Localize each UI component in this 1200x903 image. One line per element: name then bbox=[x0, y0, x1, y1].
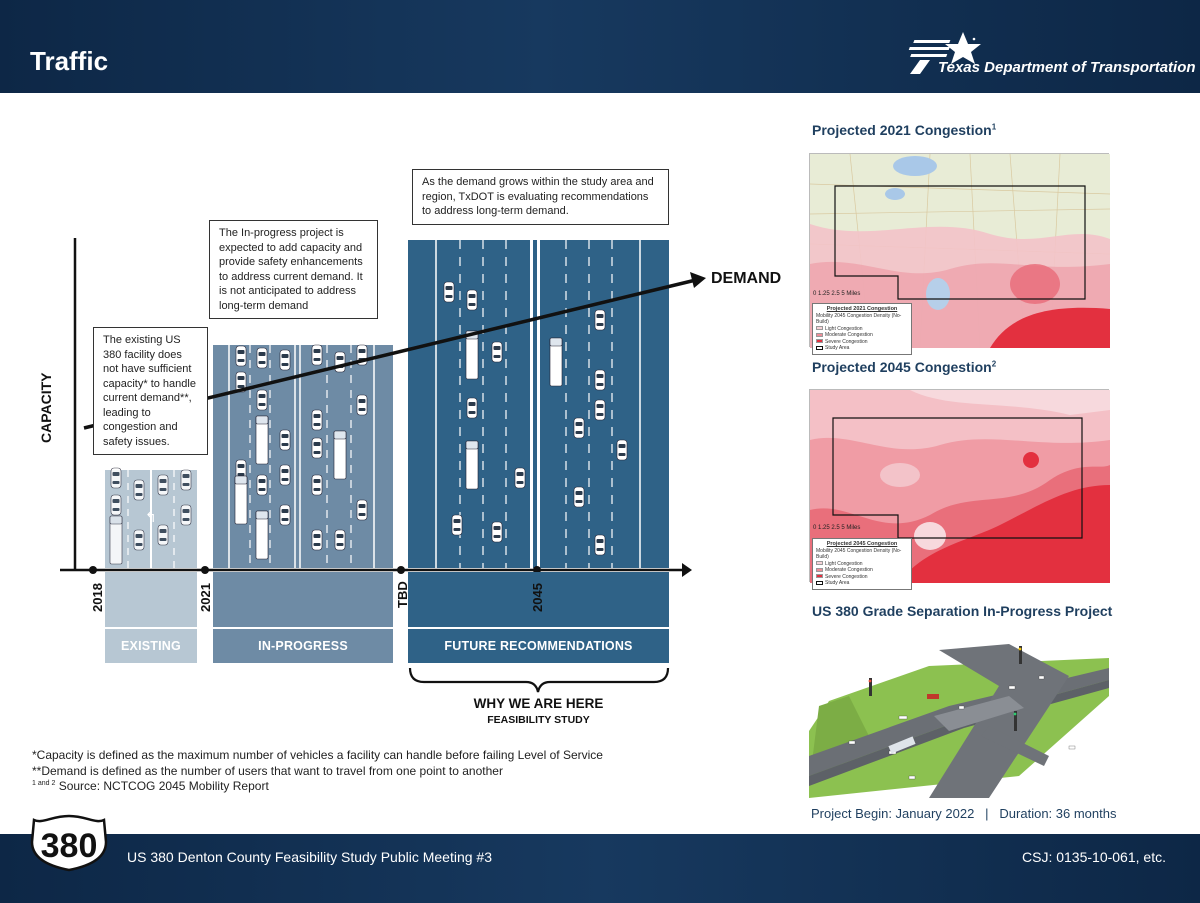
agency-name: Texas Department of Transportation bbox=[938, 59, 1196, 76]
us-380-shield-icon bbox=[28, 812, 110, 872]
why-bracket bbox=[410, 668, 668, 692]
callout-existing: The existing US 380 facility does not have sufficient capacity* to handle current demand**, leading to congestion and safety issues. bbox=[93, 327, 208, 455]
callout-future: As the demand grows within the study area and region, TxDOT is evaluating recommendations to address long-term demand. bbox=[412, 169, 669, 225]
map-2045-title: Projected 2045 Congestion$^2$ bbox=[812, 359, 997, 375]
footer-banner bbox=[0, 834, 1200, 903]
footer-csj: CSJ: 0135-10-061, etc. bbox=[1022, 849, 1166, 865]
capacity-label: CAPACITY bbox=[38, 372, 54, 443]
svg-text:↰: ↰ bbox=[145, 510, 157, 526]
footer-meeting-title: US 380 Denton County Feasibility Study Public Meeting #3 bbox=[127, 849, 492, 865]
demand-label: DEMAND bbox=[711, 270, 782, 287]
map-2021-legend: Projected 2021 Congestion Mobility 2045 Congestion Density (No-Build) Light Congestion Moderate Congestion Severe Congestion Study Area bbox=[812, 303, 912, 355]
map-2021-scale: 0 1.25 2.5 5 Miles bbox=[813, 291, 861, 297]
footnote-capacity: *Capacity is defined as the maximum number of vehicles a facility can handle before failing Level of Service bbox=[32, 748, 603, 762]
map-2045 bbox=[809, 389, 1109, 586]
map-2045-scale: 0 1.25 2.5 5 Miles bbox=[813, 525, 861, 531]
route-number: 380 bbox=[40, 827, 98, 865]
callout-in-progress: The In-progress project is expected to add capacity and provide safety enhancements to address current demand. It is not anticipated to address long-term demand bbox=[209, 220, 378, 319]
year-2021: 2021 bbox=[198, 583, 213, 612]
page-title: Traffic bbox=[30, 46, 109, 76]
project-schedule: Project Begin: January 2022 | Duration: 36 months bbox=[811, 806, 1117, 821]
map-2045-legend: Projected 2045 Congestion Mobility 2045 Congestion Density (No-Build) Light Congestion Moderate Congestion Severe Congestion Study Area bbox=[812, 538, 912, 590]
why-we-are-here-label: WHY WE ARE HERE bbox=[473, 696, 604, 711]
year-2018: 2018 bbox=[90, 583, 105, 612]
year-tbd: TBD bbox=[395, 581, 410, 608]
phase-in-progress-label: IN-PROGRESS bbox=[258, 639, 348, 653]
map-2021-title: Projected 2021 Congestion$^1$ bbox=[812, 122, 997, 138]
phase-future-label: FUTURE RECOMMENDATIONS bbox=[444, 639, 633, 653]
year-2045: 2045 bbox=[530, 583, 545, 612]
phase-existing-label: EXISTING bbox=[121, 639, 181, 653]
project-title: US 380 Grade Separation In-Progress Project bbox=[812, 603, 1113, 619]
feasibility-study-label: FEASIBILITY STUDY bbox=[487, 714, 590, 726]
capacity-demand-diagram bbox=[0, 93, 800, 834]
grade-separation-rendering-image bbox=[809, 636, 1109, 798]
footnote-demand: **Demand is defined as the number of users that want to travel from one point to another bbox=[32, 764, 503, 778]
footnote-source: $^{1 and 2}$ Source: NCTCOG 2045 Mobility Report bbox=[32, 779, 269, 793]
map-2021 bbox=[809, 153, 1109, 351]
